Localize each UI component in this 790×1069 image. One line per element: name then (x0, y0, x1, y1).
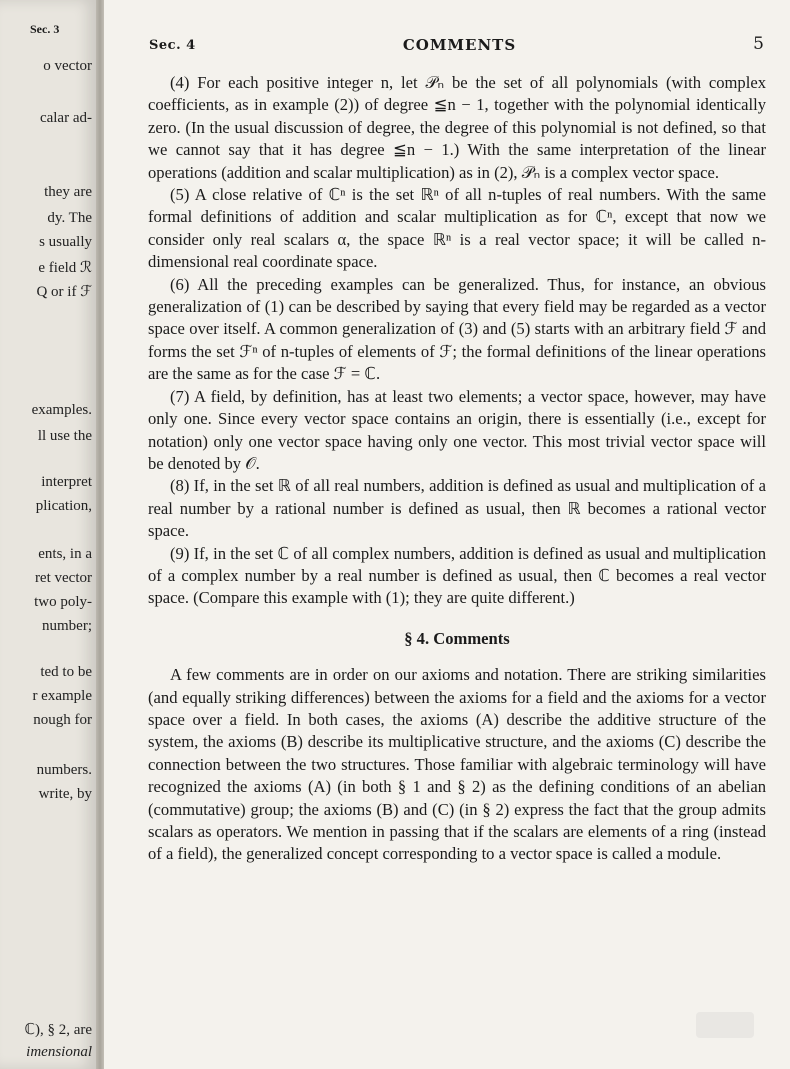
section-heading: § 4. Comments (404, 628, 510, 648)
left-fragment: ted to be (40, 664, 92, 680)
watermark-stamp (696, 1012, 754, 1038)
left-fragment: imensional (26, 1044, 92, 1060)
left-fragment: numbers. (36, 762, 92, 778)
left-fragment: r example (32, 688, 92, 704)
example-paragraph: (4) For each positive integer n, let 𝒫ₙ be the set of all polynomials (with complex coefficients, as in example (2)) of degree ≦n − 1, together with the polynomial identically zero. (In the usual discussion of degree, the degree of this polynomial is not defined, so that we cannot say that it has degree ≦n − 1.) With the same interpretation of the linear operations (addition and scalar multiplication) as in (2), 𝒫ₙ is a complex vector space. (148, 73, 766, 182)
example-paragraph: (8) If, in the set ℝ of all real numbers, addition is defined as usual and multiplication of a real number by a rational number is defined as usual, then ℝ becomes a rational vector space. (148, 476, 766, 541)
section-paragraph: A few comments are in order on our axioms and notation. There are striking similarities (and equally striking differences) between the axioms for a field and the axioms for a vector space over a field. In both cases, the axioms (A) describe the additive structure of the system, the axioms (B) describe its multiplicative structure, and the axioms (C) describe the connection between the two structures. Those familiar with algebraic terminology will have recognized the axioms (A) (in both § 1 and § 2) as the defining conditions of an abelian (commutative) group; the axioms (B) and (C) (in § 2) express the fact that the group admits scalars as operators. We mention in passing that if the scalars are elements of a ring (instead of a field), the generalized concept corresponding to a vector space is called a module. (148, 665, 766, 864)
left-fragment: dy. The (47, 210, 92, 226)
page-number: 5 (753, 34, 764, 54)
left-fragment: calar ad- (39, 110, 92, 126)
left-fragment: s usually (39, 234, 92, 250)
left-fragment: ret vector (34, 570, 92, 586)
left-fragment: Q or if ℱ (36, 284, 92, 300)
body-text (148, 72, 766, 866)
left-fragment: plication, (35, 498, 92, 514)
left-fragment: two poly- (34, 594, 92, 610)
left-fragment: o vector (43, 58, 92, 74)
example-paragraph: (7) A field, by definition, has at least two elements; a vector space, however, may have only one. Since every vector space contains an origin, there is essentially (i.e., except for notation) only one vector space having only one vector. This most trivial vector space will be denoted by 𝒪. (148, 386, 766, 473)
running-header (149, 34, 770, 56)
left-fragment: nough for (33, 712, 92, 728)
header-title: COMMENTS (402, 36, 517, 54)
main-page (104, 0, 790, 1069)
example-paragraph: (6) All the preceding examples can be generalized. Thus, for instance, an obvious generalization of (1) can be described by saying that every field may be regarded as a vector space over itself. A common generalization of (3) and (5) starts with an arbitrary field ℱ and forms the set ℱⁿ of n-tuples of elements of ℱ; the formal definitions of the linear operations are the same as for the case ℱ = ℂ. (148, 274, 766, 384)
left-page (0, 0, 98, 1069)
left-fragment: ll use the (37, 428, 92, 444)
left-fragment: interpret (41, 474, 92, 490)
left-fragment: they are (44, 184, 92, 200)
left-fragment: write, by (38, 786, 92, 802)
header-section: Sec. 4 (149, 38, 196, 53)
left-fragment: ents, in a (38, 546, 92, 562)
example-paragraph: (5) A close relative of ℂⁿ is the set ℝⁿ of all n-tuples of real numbers. With the same formal definitions of addition and scalar multiplication as for ℂⁿ, except that now we consider only real scalars α, the space ℝⁿ is a real vector space; it will be called n-dimensional real coordinate space. (148, 185, 766, 272)
left-fragment: examples. (31, 402, 92, 418)
example-paragraph: (9) If, in the set ℂ of all complex numbers, addition is defined as usual and multiplication of a complex number by a real number is defined as usual, then ℂ becomes a real vector space. (Compare this example with (1); they are quite different.) (148, 543, 766, 608)
left-fragment: number; (42, 618, 92, 634)
left-fragment: ℂ), § 2, are (24, 1022, 92, 1038)
left-page-header: Sec. 3 (30, 22, 60, 36)
left-fragment: e field ℛ (38, 260, 92, 276)
